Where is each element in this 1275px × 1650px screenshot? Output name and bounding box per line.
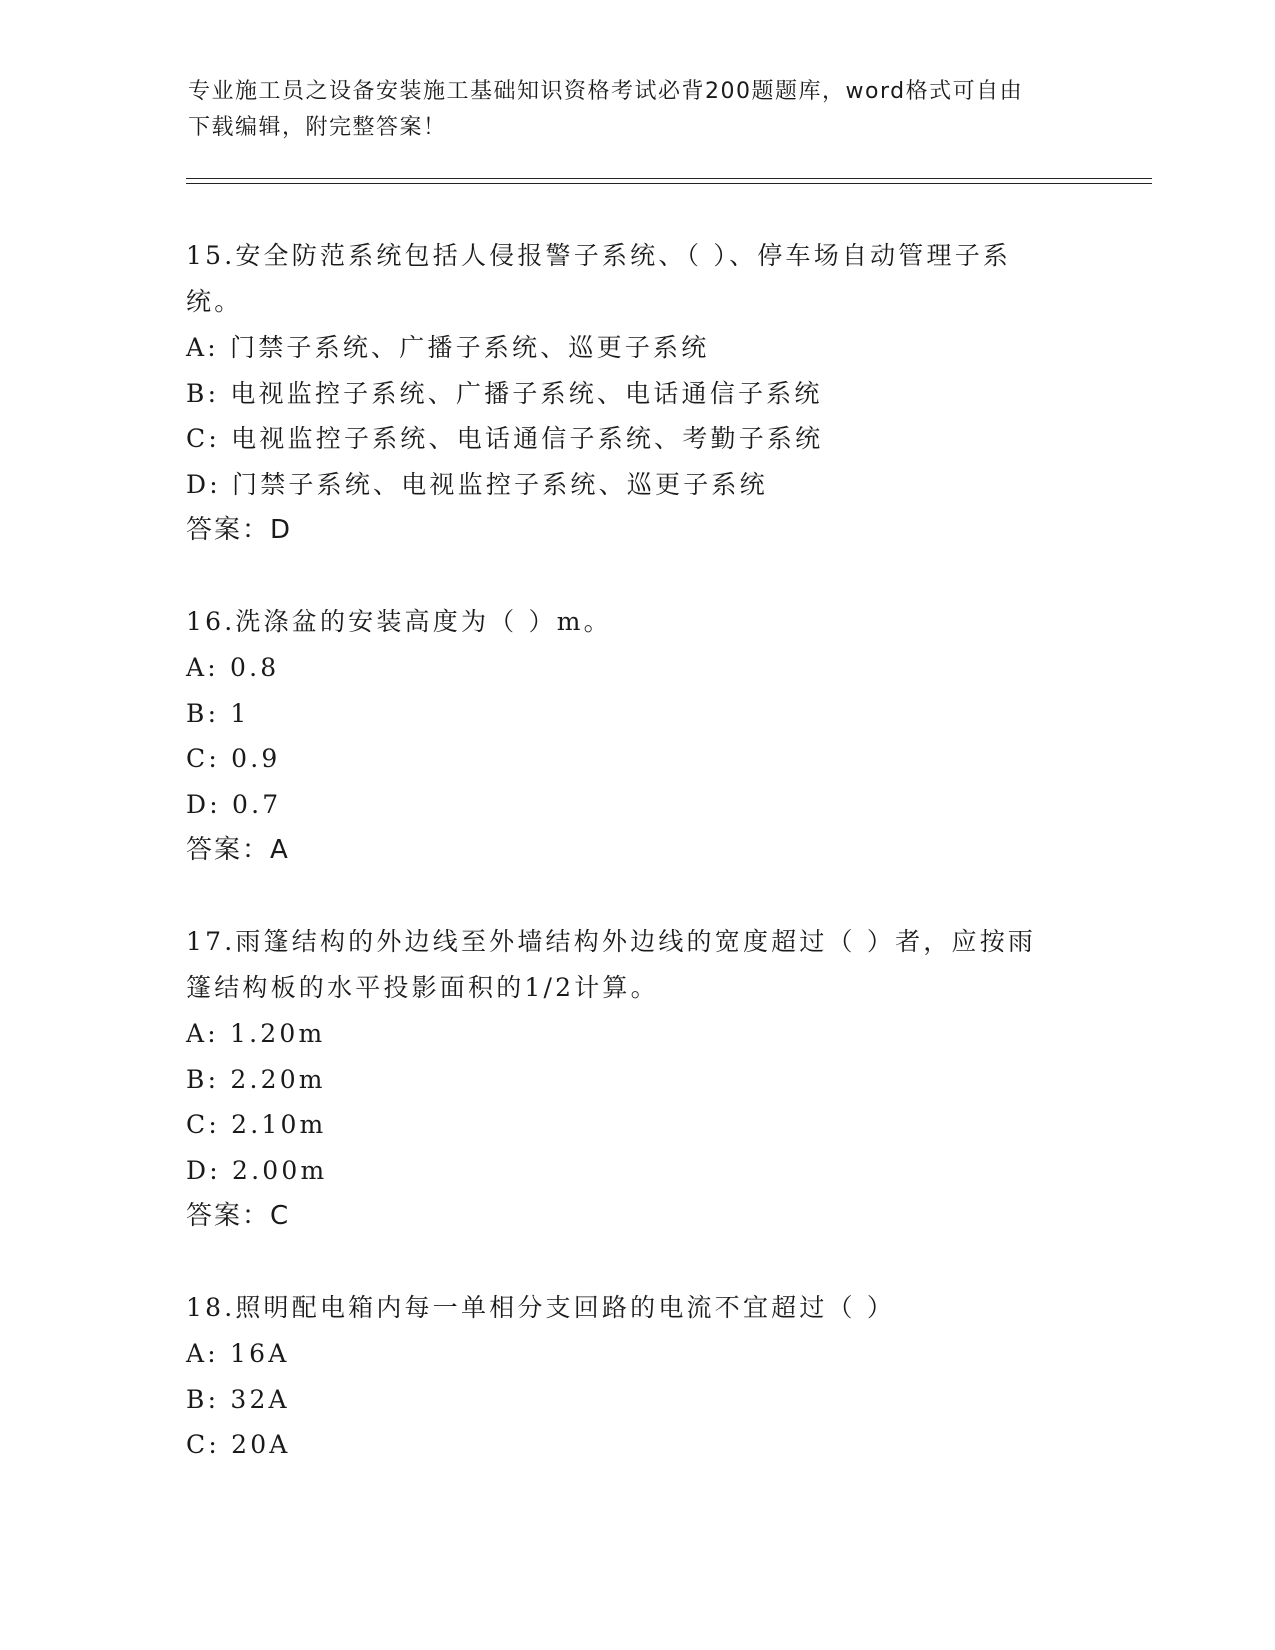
option-b: B: 32A bbox=[186, 1384, 290, 1414]
question-17 bbox=[186, 919, 1076, 1239]
question-stem: 篷结构板的水平投影面积的1/2计算。 bbox=[186, 973, 659, 1002]
header-title-line-1: 专业施工员之设备安装施工基础知识资格考试必背200题题库，word格式可自由 bbox=[188, 79, 1024, 104]
answer: 答案：C bbox=[186, 1201, 291, 1231]
question-stem: 18.照明配电箱内每一单相分支回路的电流不宜超过（ ） bbox=[186, 1293, 896, 1322]
option-c: C: 0.9 bbox=[186, 744, 281, 773]
option-d: D: 门禁子系统、电视监控子系统、巡更子系统 bbox=[186, 469, 768, 499]
option-a: A: 0.8 bbox=[186, 653, 280, 682]
answer: 答案：A bbox=[186, 835, 290, 865]
option-c: C: 20A bbox=[186, 1430, 291, 1459]
option-a: A: 16A bbox=[186, 1339, 290, 1368]
option-d: D: 2.00m bbox=[186, 1155, 328, 1185]
question-18 bbox=[186, 1285, 1076, 1468]
option-b: B: 电视监控子系统、广播子系统、电话通信子系统 bbox=[186, 378, 823, 408]
question-stem: 统。 bbox=[186, 287, 243, 316]
question-15 bbox=[186, 233, 1076, 553]
document-header bbox=[188, 74, 1068, 146]
option-b: B: 1 bbox=[186, 698, 250, 728]
header-title-line-2: 下载编辑，附完整答案！ bbox=[188, 115, 447, 140]
option-d: D: 0.7 bbox=[186, 789, 282, 819]
question-stem: 17.雨篷结构的外边线至外墙结构外边线的宽度超过（ ）者，应按雨 bbox=[186, 927, 1037, 956]
question-stem: 15.安全防范系统包括人侵报警子系统、（ ）、停车场自动管理子系 bbox=[186, 241, 1012, 270]
option-a: A: 1.20m bbox=[186, 1019, 326, 1048]
option-b: B: 2.20m bbox=[186, 1064, 326, 1094]
option-a: A: 门禁子系统、广播子系统、巡更子系统 bbox=[186, 333, 710, 362]
header-rule-top bbox=[186, 178, 1152, 179]
option-c: C: 电视监控子系统、电话通信子系统、考勤子系统 bbox=[186, 424, 824, 453]
header-rule-bottom bbox=[186, 183, 1152, 184]
option-c: C: 2.10m bbox=[186, 1110, 327, 1139]
question-stem: 16.洗涤盆的安装高度为（ ）m。 bbox=[186, 607, 612, 636]
answer: 答案：D bbox=[186, 515, 293, 545]
question-16 bbox=[186, 599, 1076, 873]
